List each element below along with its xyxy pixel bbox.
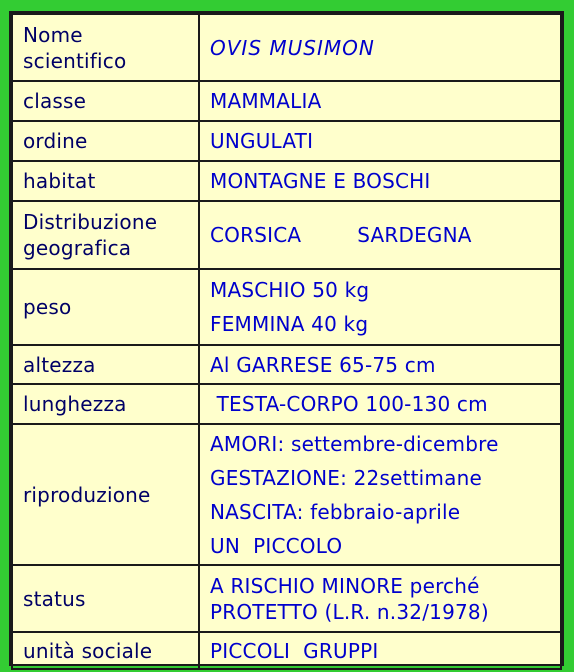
label-social-unit [12, 632, 199, 669]
value-habitat [199, 161, 561, 201]
value-reproduction [199, 424, 561, 565]
table-row-status [12, 565, 561, 632]
label-reproduction [12, 424, 199, 565]
value-social-unit [199, 632, 561, 669]
value-text: UN PICCOLO [210, 533, 343, 558]
label-distribution [12, 201, 199, 269]
label-text: riproduzione [23, 482, 151, 507]
value-text: SARDEGNA [357, 223, 472, 247]
value-text: MAMMALIA [210, 89, 322, 113]
table-row-class [12, 81, 561, 121]
value-text: PICCOLI GRUPPI [210, 638, 379, 663]
value-text: AMORI: settembre-dicembre [210, 431, 499, 456]
value-text: Al GARRESE 65-75 cm [210, 352, 436, 377]
label-text: unità sociale [23, 638, 153, 663]
table-row-order [12, 121, 561, 161]
value-text: TESTA-CORPO 100-130 cm [216, 392, 488, 416]
table-row-scientific-name [12, 14, 561, 81]
label-text: Nome [23, 22, 83, 47]
label-text: altezza [23, 352, 96, 377]
label-text: classe [23, 89, 87, 113]
label-habitat [12, 161, 199, 201]
label-text: Distribuzione [23, 210, 158, 234]
table-row-distribution [12, 201, 561, 269]
value-text: MONTAGNE E BOSCHI [210, 169, 431, 193]
value-order [199, 121, 561, 161]
table-row-length [12, 384, 561, 424]
value-distribution [199, 201, 561, 269]
value-text: GESTAZIONE: 22settimane [210, 465, 482, 490]
table-row-reproduction [12, 424, 561, 565]
label-order [12, 121, 199, 161]
value-length [199, 384, 561, 424]
fact-table [11, 13, 562, 670]
table-row-habitat [12, 161, 561, 201]
value-status [199, 565, 561, 632]
label-text: scientifico [23, 48, 127, 73]
label-text: peso [23, 295, 72, 319]
value-text: A RISCHIO MINORE perché [210, 573, 480, 598]
value-text: NASCITA: febbraio-aprile [210, 499, 461, 524]
table-row-height [12, 345, 561, 384]
label-height [12, 345, 199, 384]
label-text: status [23, 586, 86, 611]
species-fact-sheet [9, 11, 564, 666]
value-class [199, 81, 561, 121]
value-scientific-name [199, 14, 561, 81]
label-length [12, 384, 199, 424]
value-text: UNGULATI [210, 129, 314, 153]
label-text: habitat [23, 169, 96, 193]
value-text: MASCHIO 50 kg [210, 278, 370, 302]
label-status [12, 565, 199, 632]
value-text: OVIS MUSIMON [210, 35, 375, 60]
label-scientific-name [12, 14, 199, 81]
label-text: geografica [23, 236, 132, 260]
label-text: ordine [23, 129, 88, 153]
value-height [199, 345, 561, 384]
value-text: FEMMINA 40 kg [210, 312, 369, 336]
label-class [12, 81, 199, 121]
table-row-weight [12, 269, 561, 345]
value-weight [199, 269, 561, 345]
label-text: lunghezza [23, 392, 127, 416]
label-weight [12, 269, 199, 345]
value-text: CORSICA [210, 223, 302, 247]
value-text: PROTETTO (L.R. n.32/1978) [210, 599, 489, 624]
table-row-social-unit [12, 632, 561, 669]
